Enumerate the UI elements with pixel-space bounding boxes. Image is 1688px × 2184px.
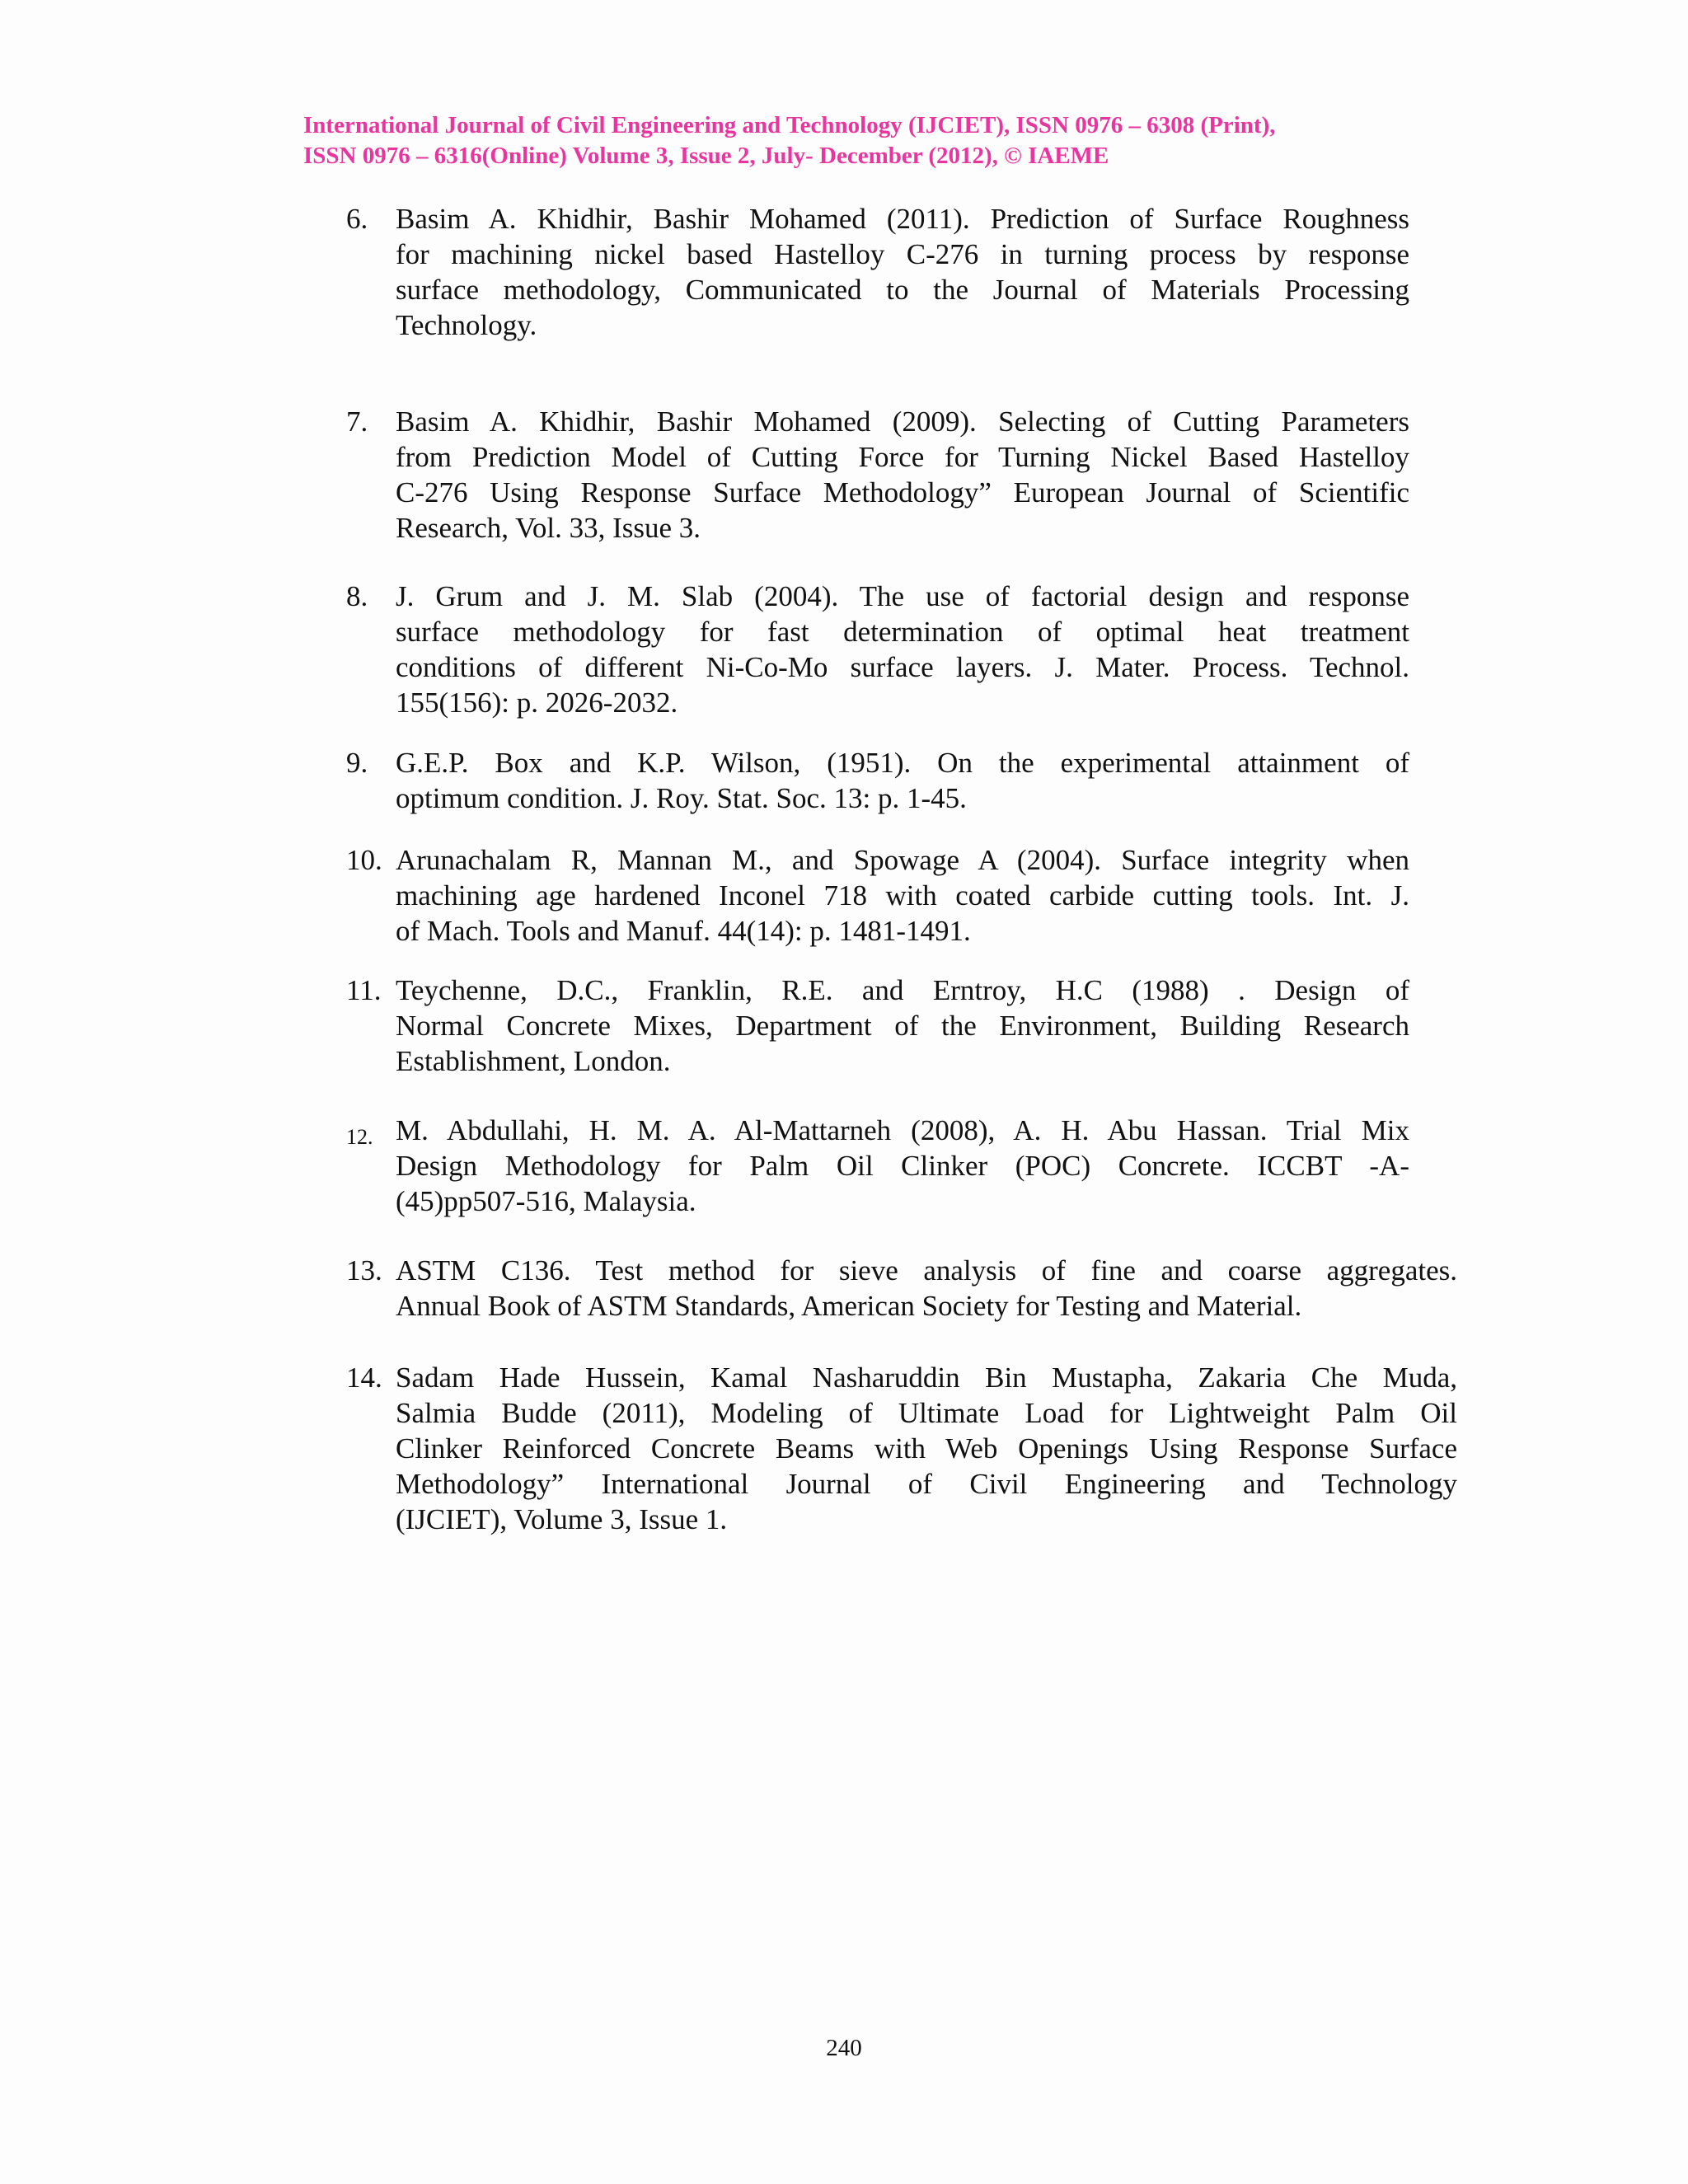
reference-line: C-276 Using Response Surface Methodology” European Journal of Scientific — [396, 476, 1409, 509]
reference-text — [396, 972, 1409, 1079]
reference-line: Basim A. Khidhir, Bashir Mohamed (2011). Prediction of Surface Roughness — [396, 203, 1409, 235]
reference-line: M. Abdullahi, H. M. A. Al-Mattarneh (2008), A. H. Abu Hassan. Trial Mix — [396, 1114, 1409, 1146]
reference-line: Basim A. Khidhir, Bashir Mohamed (2009). Selecting of Cutting Parameters — [396, 405, 1409, 438]
reference-line: Research, Vol. 33, Issue 3. — [396, 512, 701, 544]
reference-line: Normal Concrete Mixes, Department of the Environment, Building Research — [396, 1010, 1409, 1042]
reference-line: G.E.P. Box and K.P. Wilson, (1951). On the experimental attainment of — [396, 747, 1409, 779]
reference-line: surface methodology, Communicated to the Journal of Materials Processing — [396, 274, 1409, 306]
reference-13 — [346, 1253, 1457, 1324]
reference-line: Annual Book of ASTM Standards, American Society for Testing and Material. — [396, 1290, 1302, 1322]
reference-line: optimum condition. J. Roy. Stat. Soc. 13: p. 1-45. — [396, 782, 967, 814]
journal-header — [303, 110, 1416, 171]
reference-number: 6. — [346, 203, 368, 235]
page-number: 240 — [826, 2035, 862, 2061]
reference-7 — [346, 404, 1409, 546]
reference-text — [396, 579, 1409, 720]
reference-line: from Prediction Model of Cutting Force for Turning Nickel Based Hastelloy — [396, 441, 1409, 473]
reference-6 — [346, 201, 1409, 343]
reference-11 — [346, 972, 1409, 1079]
reference-number: 14. — [346, 1361, 382, 1394]
reference-line: J. Grum and J. M. Slab (2004). The use of factorial design and response — [396, 580, 1409, 612]
reference-line: conditions of different Ni-Co-Mo surface layers. J. Mater. Process. Technol. — [396, 651, 1409, 683]
reference-text — [396, 201, 1409, 343]
reference-12 — [346, 1113, 1409, 1219]
reference-line: (IJCIET), Volume 3, Issue 1. — [396, 1503, 728, 1535]
reference-line: surface methodology for fast determination of optimal heat treatment — [396, 616, 1409, 648]
reference-line: machining age hardened Inconel 718 with coated carbide cutting tools. Int. J. — [396, 879, 1409, 912]
reference-text — [396, 404, 1409, 546]
reference-line: for machining nickel based Hastelloy C-276 in turning process by response — [396, 238, 1409, 270]
reference-text — [396, 1360, 1457, 1537]
reference-text — [396, 842, 1409, 949]
reference-14 — [346, 1360, 1457, 1537]
reference-line: Sadam Hade Hussein, Kamal Nasharuddin Bin Mustapha, Zakaria Che Muda, — [396, 1361, 1457, 1394]
journal-header-line-2: ISSN 0976 – 6316(Online) Volume 3, Issue 2, July- December (2012), © IAEME — [303, 143, 1109, 169]
reference-number: 13. — [346, 1254, 382, 1286]
reference-line: ASTM C136. Test method for sieve analysis of fine and coarse aggregates. — [396, 1254, 1457, 1286]
reference-8 — [346, 579, 1409, 720]
reference-10 — [346, 842, 1409, 949]
reference-number: 7. — [346, 405, 368, 438]
reference-text — [396, 745, 1409, 816]
reference-line: Clinker Reinforced Concrete Beams with Web Openings Using Response Surface — [396, 1432, 1457, 1465]
reference-number: 10. — [346, 844, 382, 876]
reference-9 — [346, 745, 1409, 816]
reference-line: (45)pp507-516, Malaysia. — [396, 1185, 696, 1217]
reference-number: 9. — [346, 747, 368, 779]
reference-text — [396, 1113, 1409, 1219]
journal-header-line-1: International Journal of Civil Engineering and Technology (IJCIET), ISSN 0976 – 6308 (Print), — [303, 112, 1276, 138]
reference-line: Arunachalam R, Mannan M., and Spowage A (2004). Surface integrity when — [396, 844, 1409, 876]
reference-line: Teychenne, D.C., Franklin, R.E. and Erntroy, H.C (1988) . Design of — [396, 974, 1409, 1006]
reference-text — [396, 1253, 1457, 1324]
reference-number: 12. — [346, 1125, 373, 1149]
reference-number: 8. — [346, 580, 368, 612]
reference-line: Technology. — [396, 309, 537, 341]
reference-line: Methodology” International Journal of Civil Engineering and Technology — [396, 1468, 1457, 1500]
reference-line: 155(156): p. 2026-2032. — [396, 687, 678, 719]
reference-line: Establishment, London. — [396, 1045, 671, 1077]
reference-line: Design Methodology for Palm Oil Clinker (POC) Concrete. ICCBT -A- — [396, 1150, 1409, 1182]
reference-number: 11. — [346, 974, 382, 1006]
reference-line: Salmia Budde (2011), Modeling of Ultimate Load for Lightweight Palm Oil — [396, 1397, 1457, 1429]
reference-line: of Mach. Tools and Manuf. 44(14): p. 1481-1491. — [396, 915, 971, 947]
